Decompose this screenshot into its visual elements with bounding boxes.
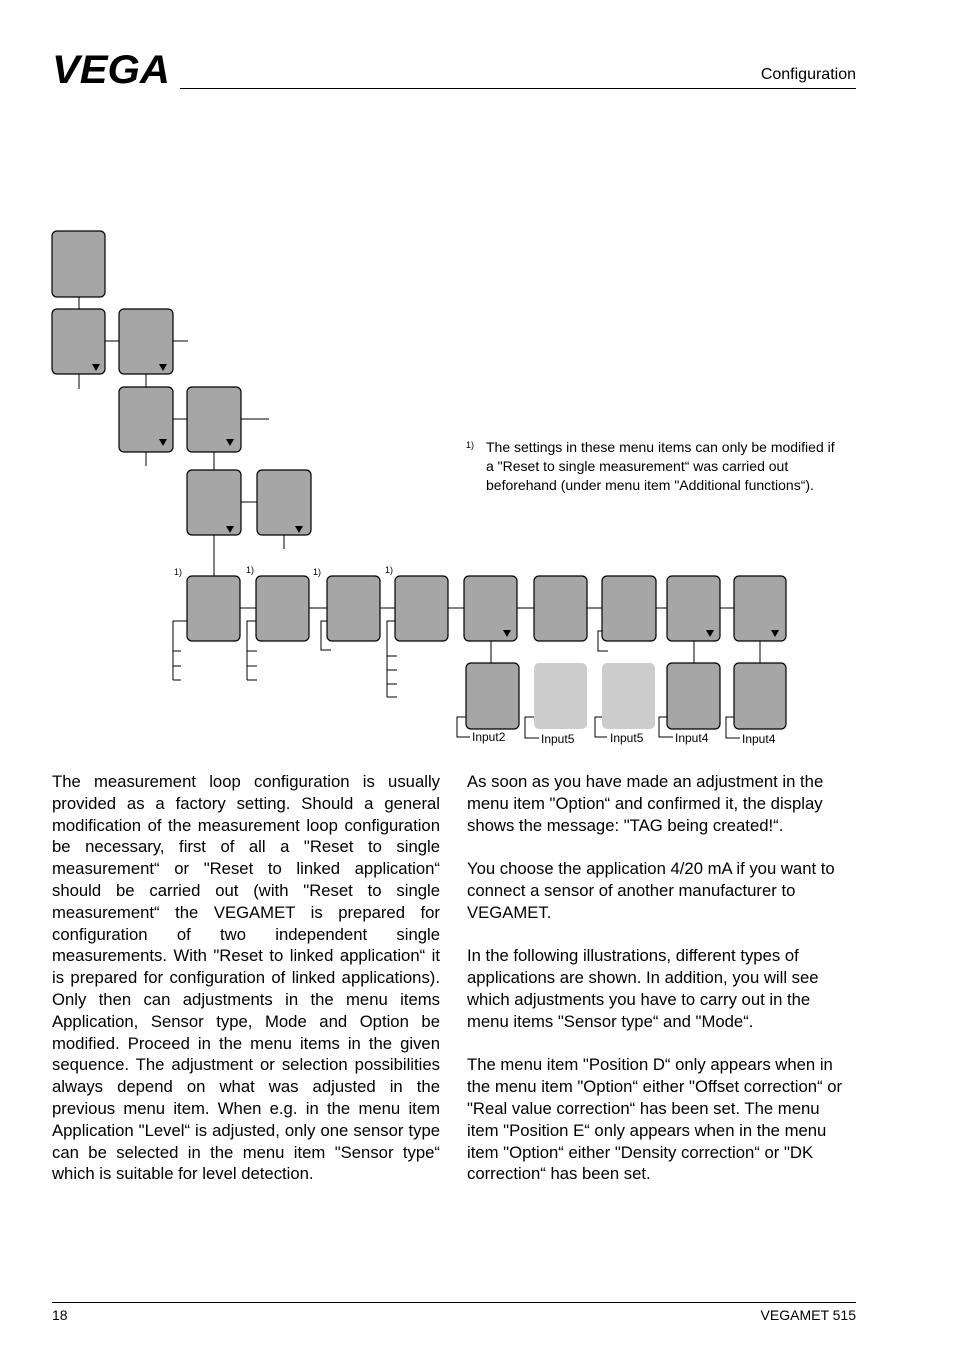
page-number: 18: [52, 1307, 68, 1323]
menu-box-inactive: [602, 663, 655, 729]
document-title: VEGAMET 515: [760, 1307, 856, 1323]
body-paragraph: In the following illustrations, different types of applications are shown. In addition, you will see which adjustments you have to carry out in the menu items "Sensor type“ and "Mode“.: [467, 946, 819, 1031]
menu-box: [52, 231, 105, 297]
input-label: Input5: [610, 731, 644, 745]
body-paragraph: You choose the application 4/20 mA if you want to connect a sensor of another manufacturer to VEGAMET.: [467, 859, 835, 922]
body-right-column: [467, 771, 849, 1207]
body-paragraph: The menu item "Position D“ only appears when in the menu item "Option“ either "Offset correction“ or "Real value correction“ has been set. The menu item "Position E“ only appears when in the menu item "Option“ either "Density correction“ or "DK correction“ has been set.: [467, 1055, 843, 1184]
body-paragraph: The measurement loop configuration is usually provided as a factory setting. Should a general modification of the measurement loop configuration be necessary, first of all a "Reset to single measurement“ or "Reset to linked application“ should be carried out (with "Reset to single measurement“ the VEGAMET is prepared for configuration of two independent single measurements. With "Reset to linked application“ it is prepared for configuration of linked applications). Only then can adjustments in the menu items Application, Sensor type, Mode and Option be modified. Proceed in the menu items in the given sequence. The adjustment or selection possibilities always depend on what was adjusted in the previous menu item. When e.g. in the menu item Application "Level“ is adjusted, only one sensor type can be selected in the menu item "Sensor type“ which is suitable for level detection.: [52, 772, 440, 1184]
body-left-column: [52, 771, 440, 1207]
logo-text: VEGA: [52, 52, 170, 86]
menu-box: [602, 576, 656, 641]
input-label: Input2: [472, 730, 506, 744]
menu-box: [187, 470, 241, 535]
footnote-marker: 1): [246, 565, 255, 575]
menu-box: [395, 576, 448, 641]
menu-box: [534, 576, 587, 641]
diagram-connectors: [79, 297, 760, 738]
menu-box: [327, 576, 380, 641]
input-label: Input4: [742, 732, 776, 746]
footer-rule: [52, 1302, 856, 1303]
menu-box-inactive: [534, 663, 587, 729]
input-label: Input4: [675, 731, 709, 745]
section-title: Configuration: [760, 66, 856, 83]
body-paragraph: As soon as you have made an adjustment in the menu item "Option“ and confirmed it, the display shows the message: "TAG being created!“.: [467, 772, 824, 835]
menu-box: [667, 663, 720, 729]
input-label: Input5: [541, 732, 575, 746]
menu-box: [187, 387, 241, 452]
footnote-text: The settings in these menu items can only be modified if a "Reset to single measurement“ was carried out beforehand (under menu item "Additional functions“).: [486, 439, 835, 493]
footnote-sup: 1): [466, 440, 475, 450]
menu-box: [187, 576, 240, 641]
menu-box: [257, 470, 311, 535]
menu-box: [734, 663, 786, 729]
menu-box: [256, 576, 309, 641]
footnote-marker: 1): [385, 565, 394, 575]
footnote-marker: 1): [313, 567, 322, 577]
menu-box: [466, 663, 519, 729]
footnote-marker: 1): [174, 567, 183, 577]
footnote: [466, 438, 846, 495]
